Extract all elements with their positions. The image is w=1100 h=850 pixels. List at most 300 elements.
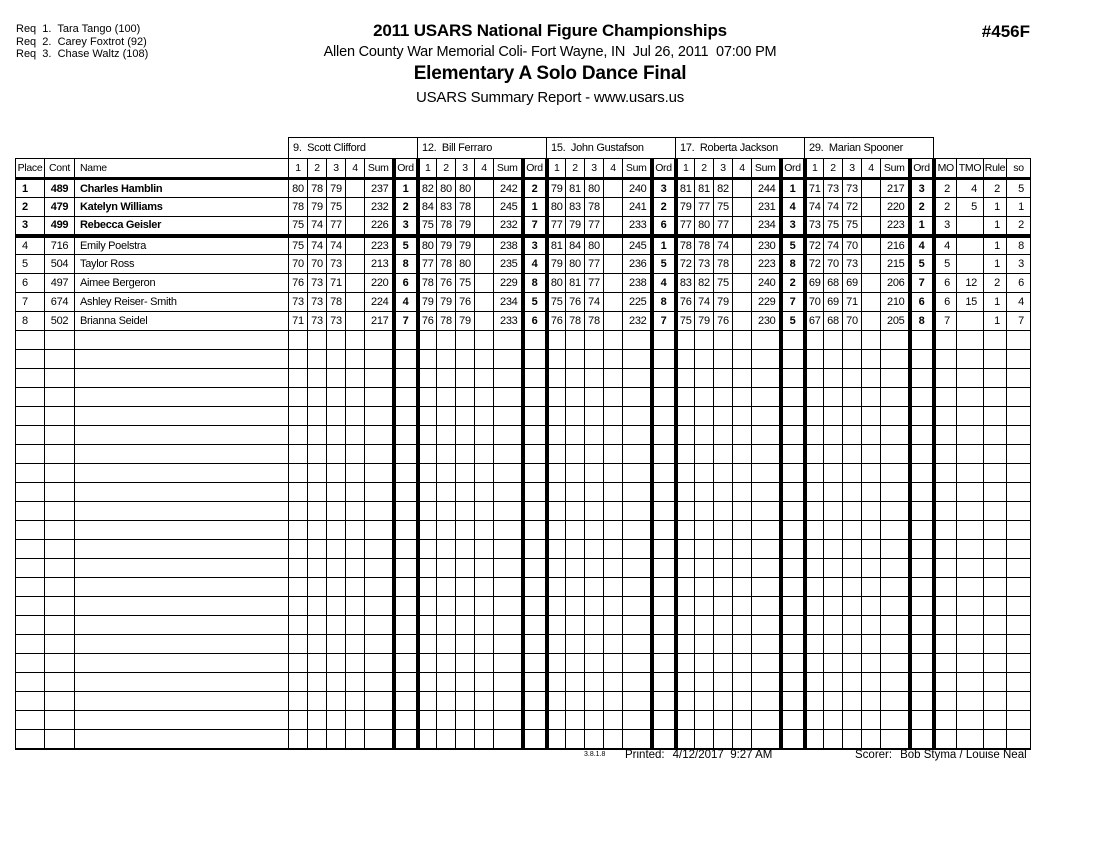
score-cell: 68 (824, 312, 843, 331)
place-cell (16, 483, 45, 502)
empty-cell (456, 369, 475, 388)
empty-cell (394, 464, 418, 483)
empty-cell (475, 350, 494, 369)
empty-cell (308, 369, 327, 388)
empty-cell (308, 711, 327, 730)
empty-cell (695, 331, 714, 350)
score-cell: 78 (676, 236, 695, 255)
score-cell: 79 (695, 312, 714, 331)
empty-cell (585, 426, 604, 445)
sum-cell: 232 (365, 198, 394, 217)
printed-timestamp (625, 749, 772, 761)
sum-cell: 223 (365, 236, 394, 255)
skater-name-cell (75, 635, 289, 654)
empty-cell (437, 730, 456, 749)
score-cell (733, 255, 752, 274)
empty-cell (1007, 578, 1031, 597)
empty-cell (781, 654, 805, 673)
empty-cell (494, 654, 523, 673)
score-cell: 80 (456, 179, 475, 198)
sum-cell: 232 (494, 217, 523, 236)
empty-cell (781, 502, 805, 521)
empty-cell (494, 673, 523, 692)
empty-cell (394, 616, 418, 635)
empty-row (16, 654, 1031, 673)
score-cell (733, 198, 752, 217)
score-cell (475, 217, 494, 236)
empty-cell (523, 502, 547, 521)
empty-cell (289, 635, 308, 654)
empty-cell (327, 521, 346, 540)
empty-cell (652, 521, 676, 540)
empty-cell (805, 502, 824, 521)
empty-cell (781, 635, 805, 654)
empty-cell (862, 635, 881, 654)
empty-cell (910, 407, 934, 426)
score-cell (604, 198, 623, 217)
empty-cell (957, 616, 984, 635)
col-header-2: 2 (695, 159, 714, 179)
empty-cell (733, 540, 752, 559)
empty-cell (475, 597, 494, 616)
empty-cell (604, 502, 623, 521)
empty-cell (957, 597, 984, 616)
judge-name-box: 29. Marian Spooner (805, 138, 934, 159)
empty-cell (418, 559, 437, 578)
empty-cell (781, 388, 805, 407)
empty-row (16, 635, 1031, 654)
empty-cell (733, 673, 752, 692)
empty-row (16, 407, 1031, 426)
score-cell: 79 (418, 293, 437, 312)
empty-cell (623, 445, 652, 464)
empty-cell (604, 559, 623, 578)
empty-cell (623, 350, 652, 369)
col-header-3: 3 (456, 159, 475, 179)
empty-cell (623, 521, 652, 540)
contestant-number-cell (45, 521, 75, 540)
empty-cell (456, 502, 475, 521)
empty-cell (308, 388, 327, 407)
empty-cell (547, 711, 566, 730)
sum-cell: 206 (881, 274, 910, 293)
contestant-number-cell (45, 369, 75, 388)
empty-cell (604, 331, 623, 350)
empty-cell (523, 369, 547, 388)
empty-cell (934, 559, 957, 578)
empty-cell (957, 464, 984, 483)
sum-cell: 245 (623, 236, 652, 255)
empty-cell (604, 673, 623, 692)
empty-cell (1007, 407, 1031, 426)
empty-cell (308, 692, 327, 711)
col-header-tmo: TMO (957, 159, 984, 179)
empty-cell (547, 635, 566, 654)
empty-row (16, 692, 1031, 711)
score-cell (346, 293, 365, 312)
score-cell: 77 (418, 255, 437, 274)
score-cell: 70 (843, 236, 862, 255)
empty-cell (805, 673, 824, 692)
empty-cell (881, 331, 910, 350)
score-cell (346, 255, 365, 274)
empty-cell (805, 711, 824, 730)
empty-cell (623, 730, 652, 749)
empty-cell (394, 350, 418, 369)
empty-cell (604, 616, 623, 635)
score-cell: 72 (676, 255, 695, 274)
empty-cell (843, 426, 862, 445)
score-cell: 81 (676, 179, 695, 198)
score-cell: 74 (585, 293, 604, 312)
skater-name-cell (75, 559, 289, 578)
empty-cell (752, 540, 781, 559)
empty-cell (365, 502, 394, 521)
ordinal-cell: 5 (394, 236, 418, 255)
score-cell: 75 (327, 198, 346, 217)
empty-cell (475, 426, 494, 445)
empty-cell (862, 597, 881, 616)
empty-cell (881, 673, 910, 692)
empty-cell (714, 559, 733, 578)
sum-cell: 223 (752, 255, 781, 274)
empty-cell (676, 426, 695, 445)
score-cell: 78 (695, 236, 714, 255)
score-cell: 79 (456, 236, 475, 255)
empty-cell (494, 635, 523, 654)
empty-cell (547, 616, 566, 635)
score-cell: 69 (843, 274, 862, 293)
empty-cell (714, 692, 733, 711)
empty-cell (824, 616, 843, 635)
rule-cell: 1 (984, 255, 1007, 274)
empty-cell (523, 597, 547, 616)
empty-cell (824, 673, 843, 692)
empty-cell (910, 692, 934, 711)
score-cell: 78 (566, 312, 585, 331)
empty-cell (781, 350, 805, 369)
empty-cell (714, 654, 733, 673)
empty-cell (394, 597, 418, 616)
empty-cell (308, 350, 327, 369)
empty-cell (676, 654, 695, 673)
empty-cell (862, 369, 881, 388)
empty-cell (327, 540, 346, 559)
col-header-1: 1 (289, 159, 308, 179)
empty-cell (547, 445, 566, 464)
sum-cell: 229 (494, 274, 523, 293)
sum-cell: 223 (881, 217, 910, 236)
empty-cell (604, 388, 623, 407)
empty-cell (843, 502, 862, 521)
empty-cell (308, 331, 327, 350)
empty-cell (934, 369, 957, 388)
empty-cell (714, 597, 733, 616)
col-header-2: 2 (308, 159, 327, 179)
score-cell: 81 (547, 236, 566, 255)
empty-cell (781, 711, 805, 730)
empty-cell (327, 426, 346, 445)
empty-row (16, 559, 1031, 578)
empty-cell (437, 502, 456, 521)
empty-cell (733, 616, 752, 635)
empty-cell (910, 331, 934, 350)
skater-name-cell: Ashley Reiser- Smith (75, 293, 289, 312)
score-cell: 76 (547, 312, 566, 331)
empty-cell (475, 369, 494, 388)
empty-cell (752, 635, 781, 654)
score-cell (346, 274, 365, 293)
score-cell: 82 (714, 179, 733, 198)
empty-cell (365, 369, 394, 388)
col-header-4: 4 (733, 159, 752, 179)
scorer-credit (855, 749, 1027, 761)
empty-cell (623, 654, 652, 673)
place-cell: 1 (16, 179, 45, 198)
empty-cell (862, 730, 881, 749)
empty-cell (881, 730, 910, 749)
skater-name-cell (75, 426, 289, 445)
empty-cell (733, 654, 752, 673)
empty-cell (346, 692, 365, 711)
score-cell (733, 293, 752, 312)
rule-cell: 1 (984, 217, 1007, 236)
empty-cell (733, 464, 752, 483)
empty-cell (437, 464, 456, 483)
empty-cell (418, 407, 437, 426)
score-cell: 73 (843, 255, 862, 274)
empty-cell (437, 692, 456, 711)
empty-cell (695, 692, 714, 711)
empty-cell (365, 483, 394, 502)
empty-cell (910, 673, 934, 692)
score-cell: 74 (308, 217, 327, 236)
empty-cell (623, 540, 652, 559)
ordinal-cell: 7 (394, 312, 418, 331)
empty-cell (418, 673, 437, 692)
empty-cell (456, 616, 475, 635)
so-cell: 3 (1007, 255, 1031, 274)
ordinal-cell: 5 (781, 236, 805, 255)
empty-cell (365, 673, 394, 692)
so-cell: 5 (1007, 179, 1031, 198)
score-cell: 72 (805, 255, 824, 274)
empty-cell (523, 388, 547, 407)
empty-cell (437, 673, 456, 692)
empty-cell (365, 692, 394, 711)
empty-cell (1007, 635, 1031, 654)
ordinal-cell: 8 (910, 312, 934, 331)
score-cell (475, 293, 494, 312)
empty-cell (365, 616, 394, 635)
empty-cell (824, 597, 843, 616)
empty-cell (957, 540, 984, 559)
empty-cell (327, 692, 346, 711)
score-cell: 76 (676, 293, 695, 312)
empty-cell (862, 445, 881, 464)
contestant-number-cell (45, 654, 75, 673)
ordinal-cell: 1 (781, 179, 805, 198)
skater-name-cell (75, 388, 289, 407)
ordinal-cell: 2 (652, 198, 676, 217)
empty-cell (394, 635, 418, 654)
score-cell: 73 (308, 312, 327, 331)
empty-cell (781, 692, 805, 711)
empty-cell (934, 635, 957, 654)
empty-cell (862, 350, 881, 369)
empty-row (16, 711, 1031, 730)
empty-cell (752, 616, 781, 635)
sum-cell: 215 (881, 255, 910, 274)
empty-cell (862, 464, 881, 483)
empty-cell (346, 654, 365, 673)
empty-cell (752, 445, 781, 464)
empty-cell (547, 369, 566, 388)
empty-cell (418, 331, 437, 350)
empty-cell (881, 426, 910, 445)
empty-cell (623, 407, 652, 426)
empty-cell (523, 483, 547, 502)
empty-cell (308, 521, 327, 540)
score-cell: 82 (418, 179, 437, 198)
empty-cell (418, 388, 437, 407)
contestant-number-cell (45, 730, 75, 749)
empty-cell (824, 407, 843, 426)
rule-cell: 1 (984, 236, 1007, 255)
empty-cell (934, 711, 957, 730)
empty-cell (523, 540, 547, 559)
empty-cell (289, 540, 308, 559)
sum-cell: 241 (623, 198, 652, 217)
empty-cell (843, 673, 862, 692)
rule-cell: 2 (984, 179, 1007, 198)
empty-cell (652, 426, 676, 445)
column-header-row (16, 159, 1031, 179)
empty-cell (752, 654, 781, 673)
printed-value: 4/12/2017 9:27 AM (672, 749, 773, 761)
empty-cell (695, 597, 714, 616)
empty-cell (1007, 521, 1031, 540)
ordinal-cell: 5 (652, 255, 676, 274)
score-cell: 76 (418, 312, 437, 331)
empty-cell (494, 426, 523, 445)
event-title: Elementary A Solo Dance Final (413, 63, 687, 84)
empty-cell (523, 711, 547, 730)
empty-cell (289, 388, 308, 407)
empty-cell (289, 559, 308, 578)
empty-cell (714, 635, 733, 654)
empty-cell (456, 692, 475, 711)
empty-cell (623, 616, 652, 635)
empty-cell (843, 388, 862, 407)
score-cell: 75 (824, 217, 843, 236)
empty-cell (327, 635, 346, 654)
empty-cell (862, 331, 881, 350)
mo-cell: 5 (934, 255, 957, 274)
empty-cell (910, 559, 934, 578)
score-cell: 80 (437, 179, 456, 198)
empty-cell (934, 692, 957, 711)
contestant-number-cell: 502 (45, 312, 75, 331)
empty-cell (585, 331, 604, 350)
empty-cell (781, 521, 805, 540)
empty-cell (394, 369, 418, 388)
empty-cell (881, 654, 910, 673)
empty-cell (437, 559, 456, 578)
score-cell: 69 (824, 293, 843, 312)
empty-cell (984, 597, 1007, 616)
skater-name-cell (75, 521, 289, 540)
empty-cell (437, 578, 456, 597)
so-cell: 7 (1007, 312, 1031, 331)
col-header-ord: Ord (523, 159, 547, 179)
empty-cell (365, 464, 394, 483)
empty-cell (1007, 388, 1031, 407)
empty-row (16, 464, 1031, 483)
empty-cell (733, 426, 752, 445)
score-cell: 71 (805, 179, 824, 198)
score-cell: 70 (824, 255, 843, 274)
sum-cell: 233 (494, 312, 523, 331)
ordinal-cell: 5 (910, 255, 934, 274)
empty-cell (394, 692, 418, 711)
empty-cell (934, 445, 957, 464)
empty-cell (308, 730, 327, 749)
empty-cell (652, 350, 676, 369)
empty-cell (346, 464, 365, 483)
empty-cell (862, 711, 881, 730)
empty-row (16, 597, 1031, 616)
empty-cell (523, 464, 547, 483)
empty-cell (862, 502, 881, 521)
empty-cell (604, 730, 623, 749)
ordinal-cell: 3 (394, 217, 418, 236)
sum-cell: 238 (494, 236, 523, 255)
empty-cell (289, 350, 308, 369)
empty-cell (418, 635, 437, 654)
empty-cell (365, 426, 394, 445)
empty-cell (566, 388, 585, 407)
empty-cell (494, 331, 523, 350)
score-cell: 83 (566, 198, 585, 217)
empty-cell (676, 616, 695, 635)
contestant-number-cell: 716 (45, 236, 75, 255)
empty-cell (456, 521, 475, 540)
empty-cell (456, 597, 475, 616)
empty-cell (394, 407, 418, 426)
empty-cell (547, 350, 566, 369)
ordinal-cell: 2 (523, 179, 547, 198)
empty-cell (862, 521, 881, 540)
empty-cell (984, 426, 1007, 445)
empty-cell (781, 730, 805, 749)
empty-cell (843, 559, 862, 578)
empty-cell (824, 350, 843, 369)
score-cell: 84 (566, 236, 585, 255)
empty-cell (805, 464, 824, 483)
sum-cell: 245 (494, 198, 523, 217)
mo-cell: 3 (934, 217, 957, 236)
empty-cell (881, 616, 910, 635)
empty-cell (547, 673, 566, 692)
empty-cell (475, 407, 494, 426)
empty-cell (394, 540, 418, 559)
empty-cell (733, 445, 752, 464)
empty-cell (910, 730, 934, 749)
empty-cell (652, 692, 676, 711)
empty-cell (752, 673, 781, 692)
empty-cell (418, 521, 437, 540)
